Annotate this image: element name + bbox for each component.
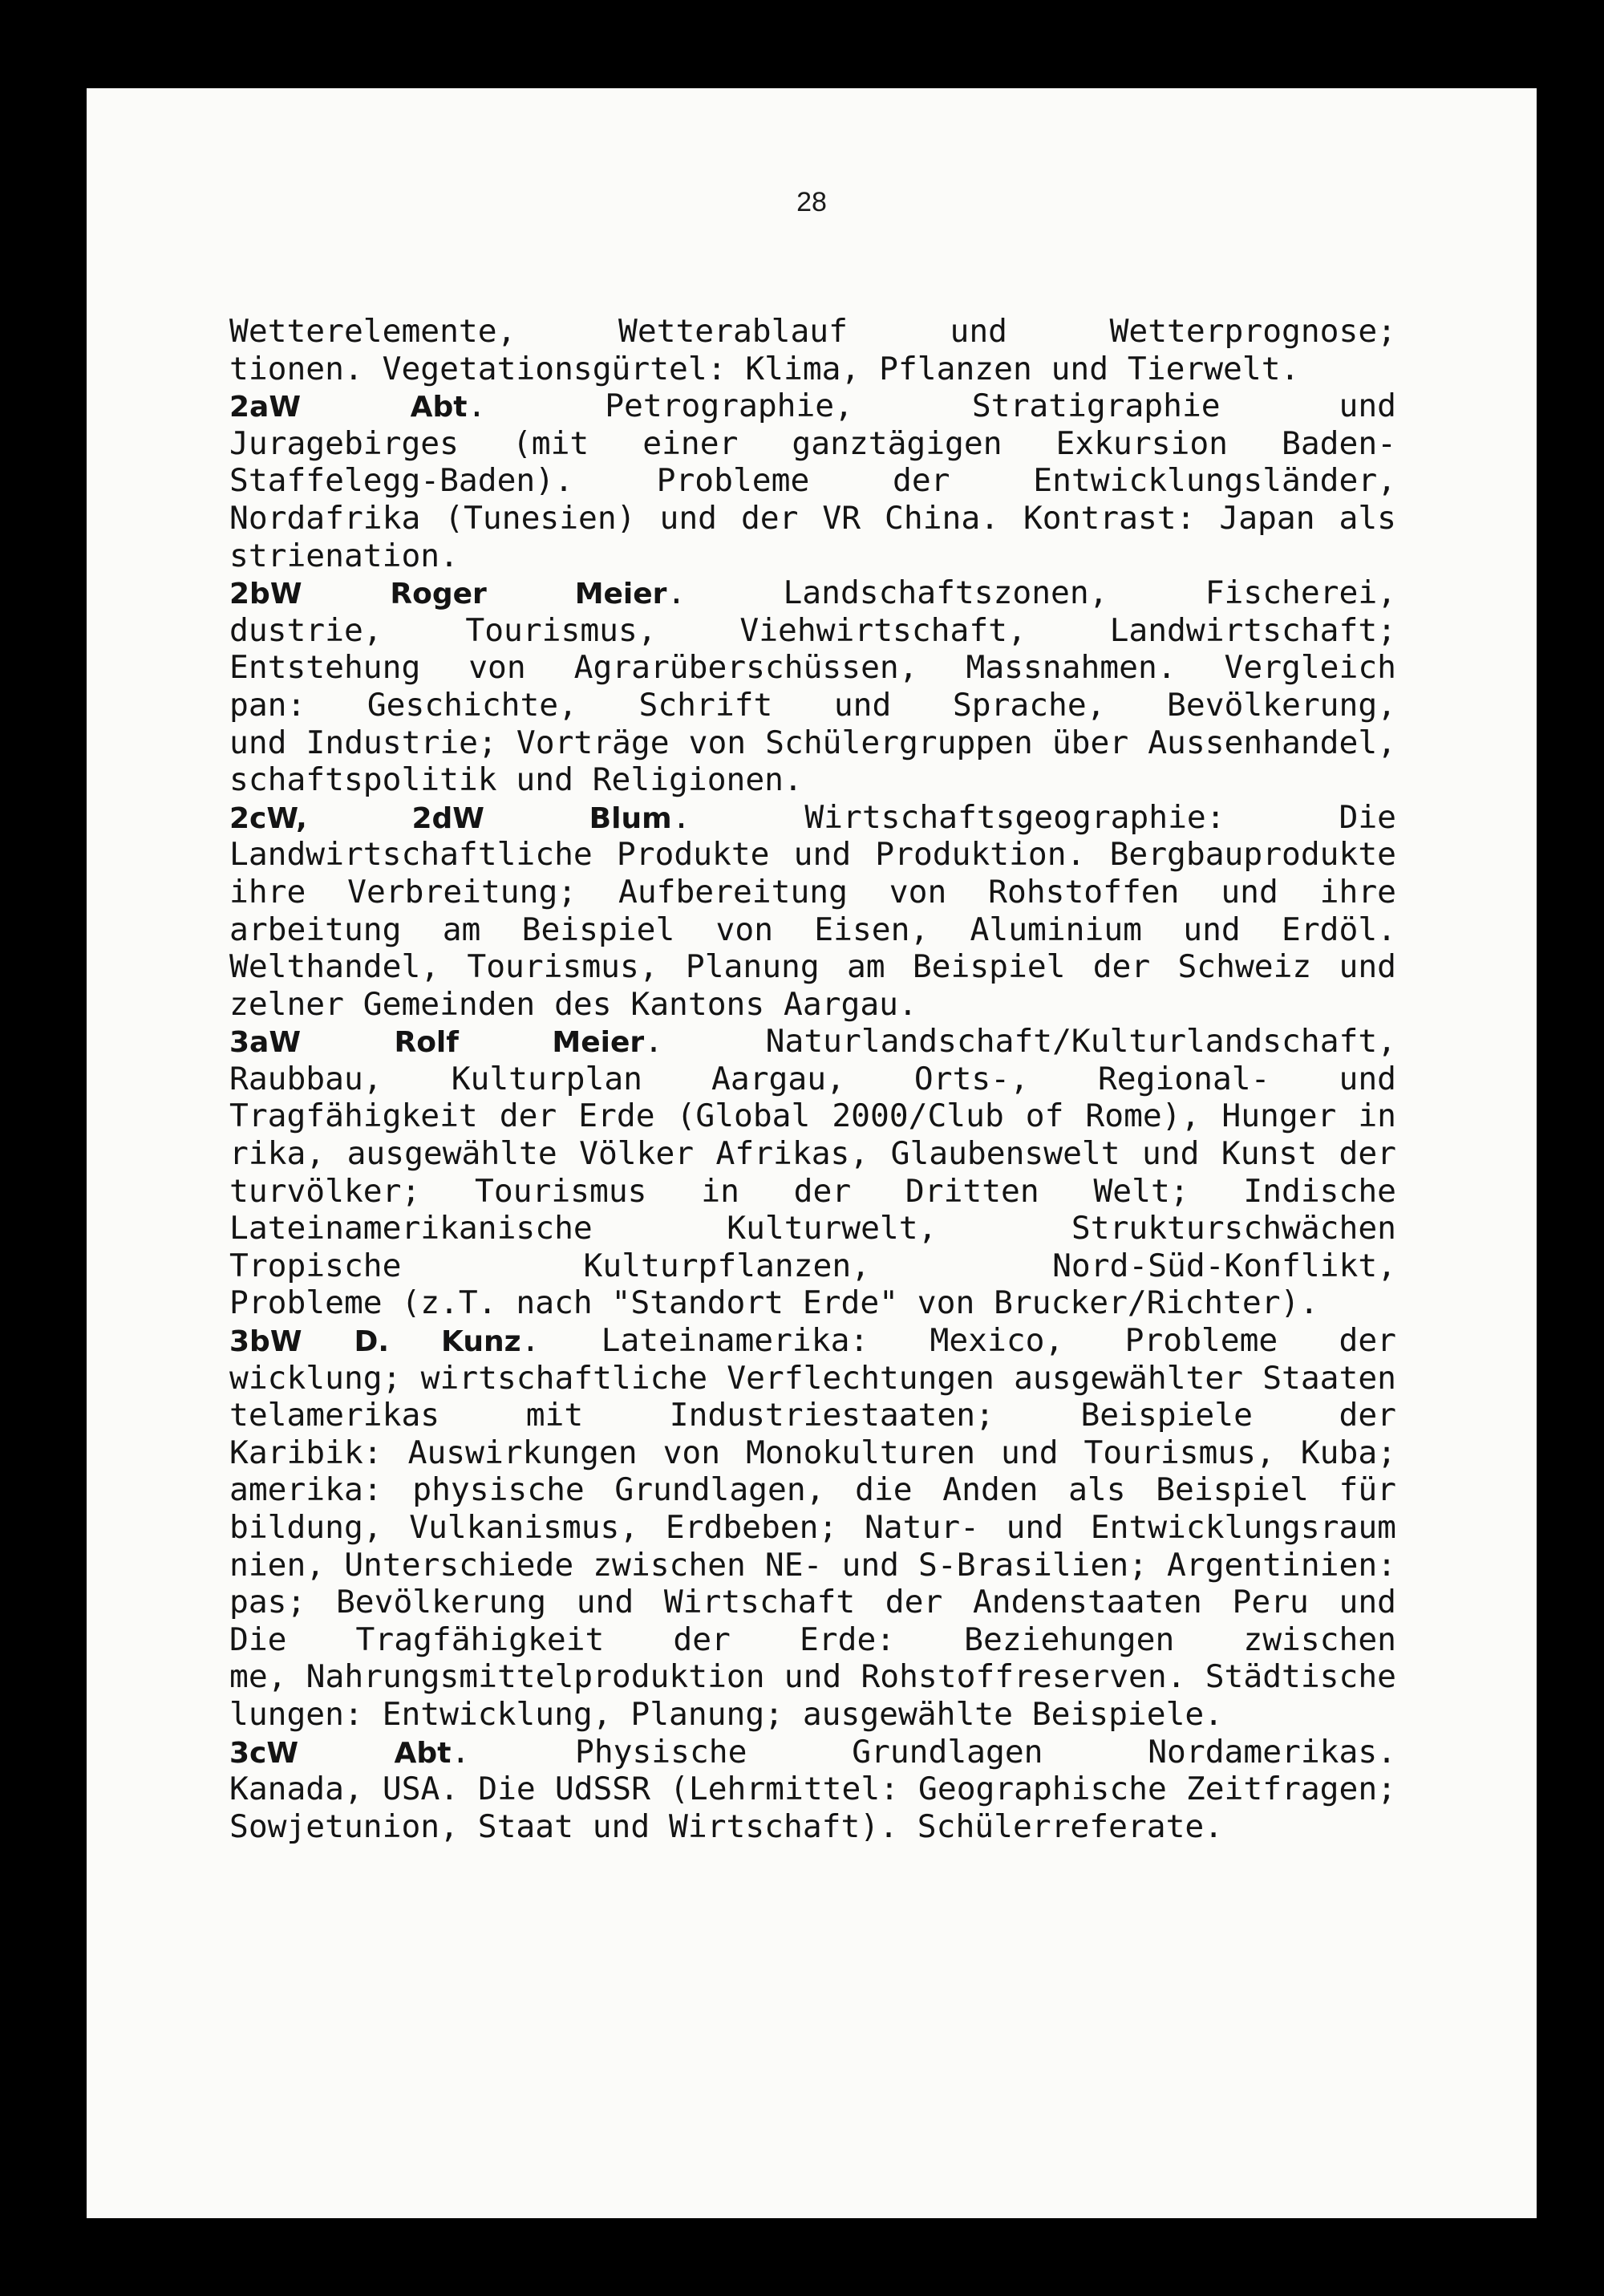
text-line — [229, 1210, 1396, 1247]
line-text: . Wirtschaftsgeographie: Die — [671, 798, 1396, 836]
text-line — [229, 874, 1396, 911]
line-text: lungen: Entwicklung, Planung; ausgewählte Beispiele. — [229, 1695, 1224, 1733]
line-text: Lateinamerikanische Kulturwelt, Strukturschwächen — [229, 1210, 1396, 1247]
class-label: 3bW D. Kunz — [229, 1325, 521, 1359]
text-line — [229, 724, 1396, 762]
text-line — [229, 387, 1396, 425]
text-line — [229, 761, 1396, 799]
line-text: . Petrographie, Stratigraphie und — [467, 387, 1396, 425]
class-label: 3cW Abt — [229, 1736, 452, 1770]
line-text: Karibik: Auswirkungen von Monokulturen und Tourismus, Kuba; — [229, 1434, 1396, 1471]
text-line — [229, 313, 1396, 351]
document-page — [87, 88, 1537, 2218]
line-text: telamerikas mit Industriestaaten; Beispiele der — [229, 1397, 1396, 1434]
line-text: und Industrie; Vorträge von Schülergruppen über Aussenhandel, — [229, 724, 1396, 761]
text-line — [229, 1696, 1396, 1734]
line-text: pan: Geschichte, Schrift und Sprache, Bevölkerung, — [229, 686, 1396, 724]
text-line — [229, 612, 1396, 650]
line-text: Tragfähigkeit der Erde (Global 2000/Club of Rome), Hunger in — [229, 1097, 1396, 1135]
text-line — [229, 1322, 1396, 1360]
text-line — [229, 1547, 1396, 1584]
line-text: . Physische Grundlagen Nordamerikas. — [451, 1733, 1396, 1771]
line-text: nien, Unterschiede zwischen NE- und S-Brasilien; Argentinien: — [229, 1546, 1396, 1584]
line-text: Nordafrika (Tunesien) und der VR China. Kontrast: Japan als — [229, 499, 1396, 537]
line-text: Sowjetunion, Staat und Wirtschaft). Schülerreferate. — [229, 1807, 1224, 1845]
text-line — [229, 351, 1396, 388]
line-text: zelner Gemeinden des Kantons Aargau. — [229, 985, 917, 1023]
text-line — [229, 911, 1396, 949]
page-number: 28 — [796, 187, 827, 217]
class-label: 2cW, 2dW Blum — [229, 801, 672, 835]
text-line — [229, 1509, 1396, 1547]
line-text: wicklung; wirtschaftliche Verflechtungen ausgewählter Staaten — [229, 1359, 1396, 1397]
text-line — [229, 1471, 1396, 1509]
text-line — [229, 1061, 1396, 1098]
line-text: strienation. — [229, 537, 459, 574]
line-text: bildung, Vulkanismus, Erdbeben; Natur- und Entwicklungsraum — [229, 1509, 1396, 1546]
line-text: Kanada, USA. Die UdSSR (Lehrmittel: Geographische Zeitfragen; — [229, 1771, 1396, 1808]
text-line — [229, 1808, 1396, 1846]
line-text: pas; Bevölkerung und Wirtschaft der Andenstaaten Peru und — [229, 1584, 1396, 1621]
line-text: me, Nahrungsmittelproduktion und Rohstoffreserven. Städtische — [229, 1658, 1396, 1696]
text-line — [229, 1658, 1396, 1696]
line-text: dustrie, Tourismus, Viehwirtschaft, Landwirtschaft; — [229, 611, 1396, 649]
line-text: Welthandel, Tourismus, Planung am Beispiel der Schweiz und — [229, 948, 1396, 986]
text-line — [229, 1397, 1396, 1434]
class-label: 2aW Abt — [229, 391, 468, 424]
line-text: Die Tragfähigkeit der Erde: Beziehungen zwischen — [229, 1621, 1396, 1658]
line-text: Juragebirges (mit einer ganztägigen Exkursion Baden- — [229, 424, 1396, 462]
text-line — [229, 425, 1396, 463]
text-line — [229, 1247, 1396, 1285]
text-line — [229, 799, 1396, 837]
line-text: ihre Verbreitung; Aufbereitung von Rohstoffen und ihre — [229, 873, 1396, 911]
text-line — [229, 649, 1396, 687]
text-line — [229, 1771, 1396, 1808]
line-text: turvölker; Tourismus in der Dritten Welt; Indische — [229, 1172, 1396, 1210]
text-line — [229, 537, 1396, 575]
line-text: Staffelegg-Baden). Probleme der Entwicklungsländer, — [229, 462, 1396, 500]
line-text: Raubbau, Kulturplan Aargau, Orts-, Regional- und — [229, 1060, 1396, 1097]
text-line — [229, 1434, 1396, 1472]
line-text: tionen. Vegetationsgürtel: Klima, Pflanzen und Tierwelt. — [229, 350, 1300, 387]
line-text: amerika: physische Grundlagen, die Anden als Beispiel für — [229, 1471, 1396, 1509]
line-text: Landwirtschaftliche Produkte und Produktion. Bergbauprodukte — [229, 836, 1396, 874]
line-text: Tropische Kulturpflanzen, Nord-Süd-Konflikt, — [229, 1247, 1396, 1284]
line-text: Entstehung von Agrarüberschüssen, Massnahmen. Vergleich — [229, 649, 1396, 687]
class-label: 3aW Rolf Meier — [229, 1026, 645, 1060]
text-line — [229, 986, 1396, 1024]
text-line — [229, 1173, 1396, 1211]
text-line — [229, 1584, 1396, 1621]
text-line — [229, 1135, 1396, 1173]
body-text — [229, 313, 1396, 1845]
line-text: rika, ausgewählte Völker Afrikas, Glaubenswelt und Kunst der — [229, 1135, 1396, 1173]
line-text: schaftspolitik und Religionen. — [229, 761, 803, 799]
line-text: . Lateinamerika: Mexico, Probleme der — [520, 1322, 1396, 1360]
line-text: Wetterelemente, Wetterablauf und Wetterprognose; — [229, 313, 1396, 350]
text-line — [229, 1734, 1396, 1771]
text-line — [229, 500, 1396, 537]
text-line — [229, 948, 1396, 986]
text-line — [229, 1284, 1396, 1322]
text-line — [229, 574, 1396, 612]
line-text: . Naturlandschaft/Kulturlandschaft, — [644, 1023, 1396, 1061]
line-text: Probleme (z.T. nach "Standort Erde" von Brucker/Richter). — [229, 1284, 1319, 1322]
text-line — [229, 462, 1396, 500]
text-line — [229, 1360, 1396, 1397]
text-line — [229, 836, 1396, 874]
text-line — [229, 687, 1396, 724]
text-line — [229, 1097, 1396, 1135]
line-text: arbeitung am Beispiel von Eisen, Aluminium und Erdöl. — [229, 911, 1396, 948]
class-label: 2bW Roger Meier — [229, 578, 667, 611]
line-text: . Landschaftszonen, Fischerei, — [666, 574, 1396, 612]
text-line — [229, 1621, 1396, 1659]
text-line — [229, 1023, 1396, 1061]
